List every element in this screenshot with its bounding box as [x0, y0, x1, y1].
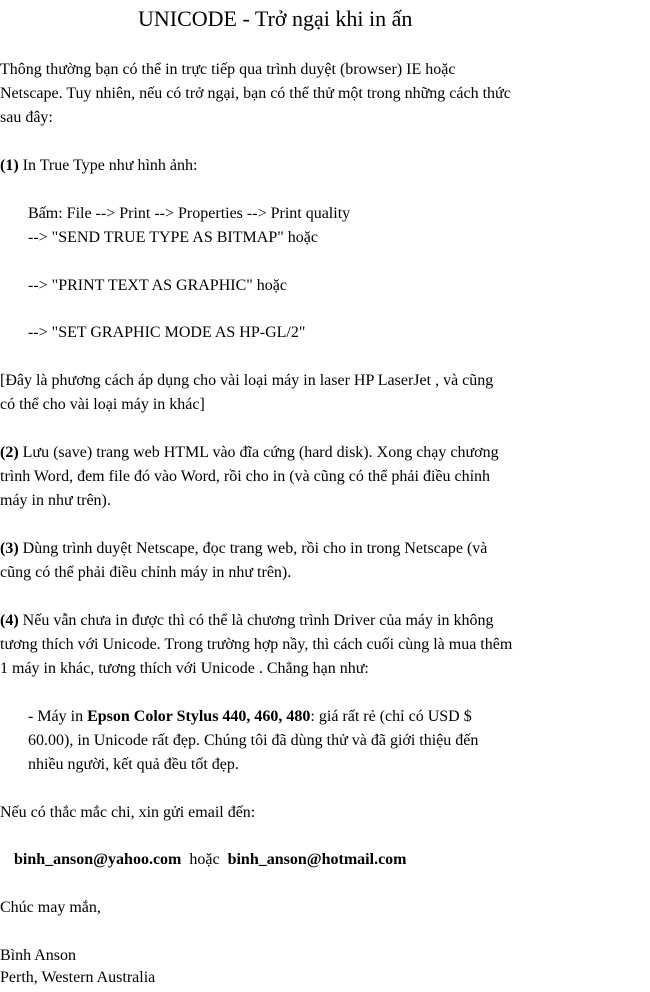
email-link-hotmail[interactable]: binh_anson@hotmail.com: [227, 851, 407, 868]
option-1-step-3: --> "PRINT TEXT AS GRAPHIC" hoặc: [28, 277, 287, 294]
option-1-step-2: --> "SEND TRUE TYPE AS BITMAP" hoặc: [28, 229, 318, 246]
option-4-line-2: tương thích với Unicode. Trong trường hợp nầy, thì cách cuối cùng là mua thêm: [0, 636, 513, 653]
option-2-line-1: [0, 443, 499, 463]
option-4-line-1: [0, 611, 493, 631]
signature-name: Bình Anson: [0, 947, 77, 964]
closing: Chúc may mắn,: [0, 899, 101, 916]
signature-location: Perth, Western Australia: [0, 969, 156, 986]
option-4-text: Nếu vẫn chưa in được thì có thể là chương trình Driver của máy in không: [18, 612, 494, 629]
option-4-line-3: 1 máy in khác, tương thích với Unicode . Chẳng hạn như:: [0, 660, 369, 677]
option-4-number: (4): [0, 612, 19, 629]
intro-line-3: sau đây:: [0, 109, 53, 126]
option-1-note-2: có thể cho vài loại máy in khác]: [0, 396, 205, 413]
printer-line-3: nhiều người, kết quả đều tốt đẹp.: [28, 756, 239, 773]
printer-line-2: 60.00), in Unicode rất đẹp. Chúng tôi đã dùng thử và đã giới thiệu đến: [28, 732, 479, 749]
option-3-line-1: [0, 539, 487, 559]
printer-price: : giá rất rẻ (chỉ có USD $: [310, 708, 472, 725]
page-title: UNICODE - Trở ngại khi in ấn: [138, 6, 413, 31]
intro-line-2: Netscape. Tuy nhiên, nếu có trở ngại, bạn có thể thử một trong những cách thức: [0, 85, 511, 102]
intro-line-1: Thông thường bạn có thể in trực tiếp qua trình duyệt (browser) IE hoặc: [0, 61, 456, 78]
option-2-number: (2): [0, 444, 19, 461]
printer-prefix: - Máy in: [28, 708, 88, 725]
option-1-note-1: [Đây là phương cách áp dụng cho vài loại máy in laser HP LaserJet , và cũng: [0, 372, 494, 389]
option-3-text: Dùng trình duyệt Netscape, đọc trang web, rồi cho in trong Netscape (và: [18, 540, 488, 557]
option-2-line-2: trình Word, đem file đó vào Word, rồi cho in (và cũng có thể phải điều chỉnh: [0, 468, 491, 485]
email-separator: hoặc: [181, 851, 228, 868]
option-3-number: (3): [0, 540, 19, 557]
option-1-step-1: Bấm: File --> Print --> Properties --> Print quality: [28, 205, 351, 222]
option-2-text: Lưu (save) trang web HTML vào đĩa cứng (hard disk). Xong chạy chương: [18, 444, 499, 461]
option-1-number: (1): [0, 157, 19, 174]
printer-model: Epson Color Stylus 440, 460, 480: [87, 708, 311, 725]
option-2-line-3: máy in như trên).: [0, 492, 111, 509]
option-1-step-4: --> "SET GRAPHIC MODE AS HP-GL/2": [28, 324, 306, 341]
option-1-heading: [0, 156, 197, 176]
option-1-text: In True Type như hình ảnh:: [18, 157, 198, 174]
email-link-yahoo[interactable]: binh_anson@yahoo.com: [14, 851, 182, 868]
printer-recommendation: [28, 707, 472, 727]
contact-emails: [14, 850, 407, 870]
contact-text: Nếu có thắc mắc chi, xin gửi email đến:: [0, 804, 256, 821]
option-3-line-2: cũng có thể phải điều chỉnh máy in như trên).: [0, 564, 292, 581]
